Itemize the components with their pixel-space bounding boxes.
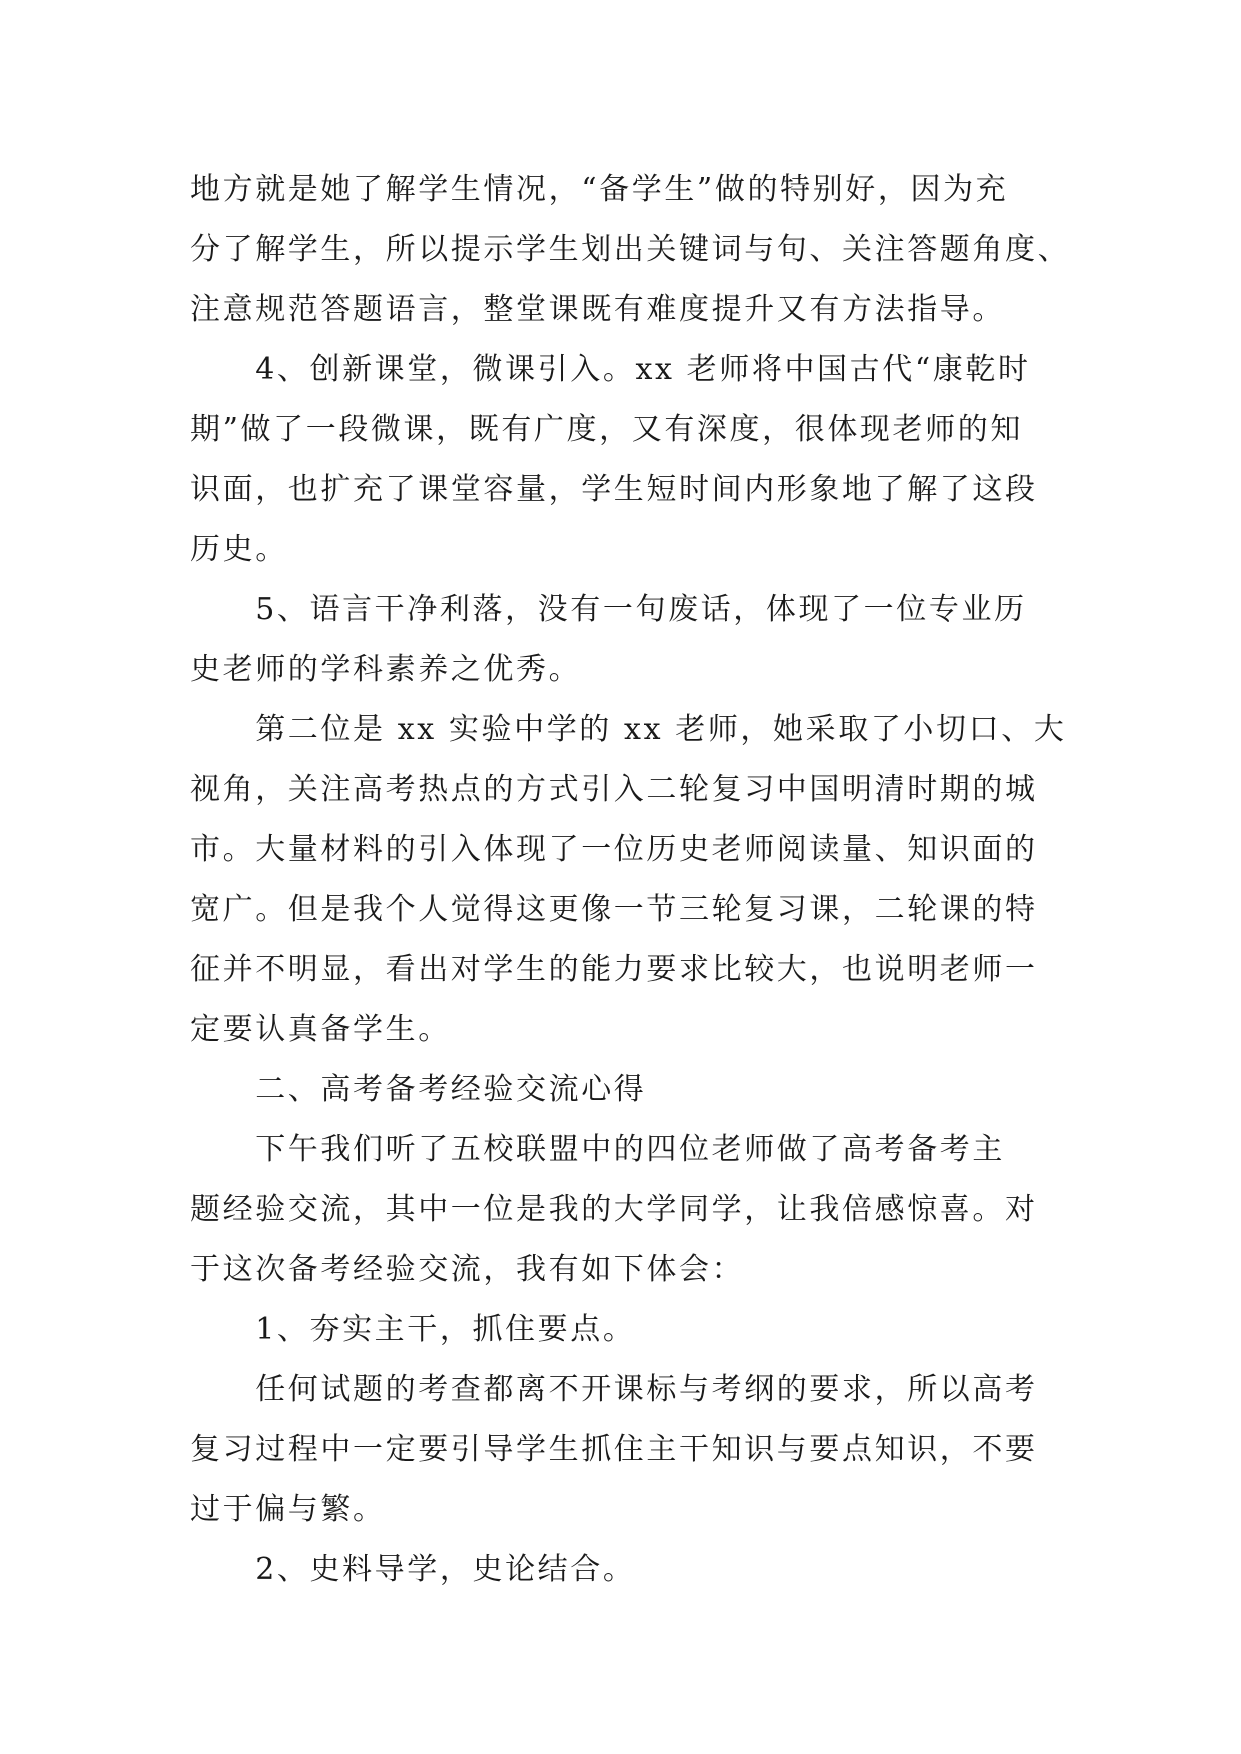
text-line: 第二位是 xx 实验中学的 xx 老师，她采取了小切口、大: [190, 712, 1067, 747]
text-line: 视角，关注高考热点的方式引入二轮复习中国明清时期的城: [190, 772, 1038, 807]
section-heading: 二、高考备考经验交流心得: [190, 1072, 647, 1107]
text-line: 下午我们听了五校联盟中的四位老师做了高考备考主: [190, 1132, 1005, 1167]
subheading-line: 1、夯实主干，抓住要点。: [190, 1312, 636, 1347]
text-line: 4、创新课堂，微课引入。xx 老师将中国古代“康乾时: [190, 352, 1031, 387]
text-line: 识面，也扩充了课堂容量，学生短时间内形象地了解了这段: [190, 472, 1038, 507]
text-line: 地方就是她了解学生情况，“备学生”做的特别好，因为充: [190, 172, 1009, 207]
text-line: 注意规范答题语言，整堂课既有难度提升又有方法指导。: [190, 292, 1005, 327]
text-line: 于这次备考经验交流，我有如下体会：: [190, 1252, 745, 1287]
text-line: 期”做了一段微课，既有广度，又有深度，很体现老师的知: [190, 412, 1023, 447]
text-line: 史老师的学科素养之优秀。: [190, 652, 582, 687]
text-line: 历史。: [190, 532, 288, 567]
text-line: 任何试题的考查都离不开课标与考纲的要求，所以高考: [190, 1372, 1038, 1407]
text-line: 题经验交流，其中一位是我的大学同学，让我倍感惊喜。对: [190, 1192, 1038, 1227]
text-line: 复习过程中一定要引导学生抓住主干知识与要点知识，不要: [190, 1432, 1038, 1467]
text-line: 定要认真备学生。: [190, 1012, 451, 1047]
subheading-line: 2、史料导学，史论结合。: [190, 1552, 636, 1587]
text-line: 宽广。但是我个人觉得这更像一节三轮复习课，二轮课的特: [190, 892, 1038, 927]
text-line: 分了解学生，所以提示学生划出关键词与句、关注答题角度、: [190, 232, 1071, 267]
text-line: 市。大量材料的引入体现了一位历史老师阅读量、知识面的: [190, 832, 1038, 867]
document-body: [190, 160, 1071, 1600]
text-line: 征并不明显，看出对学生的能力要求比较大，也说明老师一: [190, 952, 1038, 987]
text-line: 过于偏与繁。: [190, 1492, 386, 1527]
text-line: 5、语言干净利落，没有一句废话，体现了一位专业历: [190, 592, 1027, 627]
